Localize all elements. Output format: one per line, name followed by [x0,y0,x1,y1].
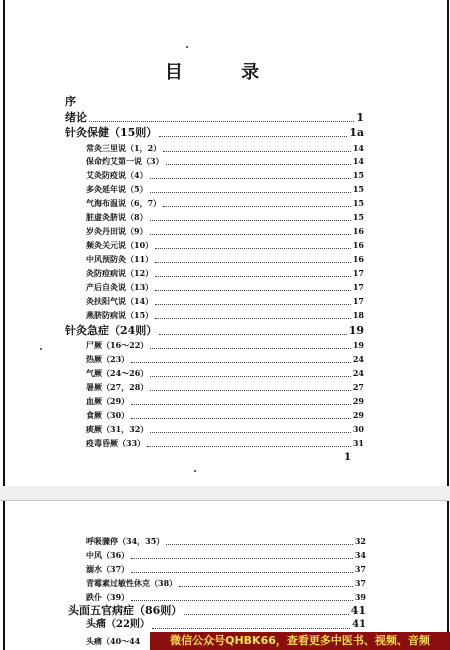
page-border-right [447,0,449,486]
toc-entry-label: 多灸延年说（5） [86,184,148,194]
toc-entry-label: 血厥（29） [86,396,130,406]
toc-entry-label: 针灸急症（24则） [65,324,158,337]
toc-entry-label: 暑厥（27，28） [86,382,149,392]
toc-entry-page: 29 [352,396,364,406]
toc-entry-page: 19 [348,324,364,337]
toc-entry-label: 绪论 [65,111,87,124]
dot-leader [131,396,351,405]
toc-entry [86,239,364,251]
toc-entry [86,142,364,154]
toc-entry [86,253,364,265]
page-border-right [447,501,449,650]
toc-entry-label: 头痛（40～44 [86,636,141,646]
page-border-left [3,501,5,650]
toc-entry-label: 溺水（37） [86,564,130,574]
toc-entry [86,169,364,181]
toc-entry-label: 艾灸防疫说（4） [86,170,148,180]
dot-leader [159,128,347,137]
document-page-2 [0,501,450,650]
toc-entry-page: 41 [352,619,366,630]
dot-leader [163,198,351,207]
page-border-left [3,0,5,486]
toc-entry-label: 尸厥（16～22） [86,340,149,350]
toc-entry-page: 15 [352,198,364,208]
toc-entry-label: 疫毒昏厥（33） [86,438,146,448]
toc-entry [86,197,364,209]
dot-leader [184,606,348,615]
toc-entry [86,437,364,449]
toc-entry-label: 针灸保健（15则） [65,126,158,139]
dot-leader [147,438,351,447]
toc-entry-label: 保命灼艾第一说（3） [86,156,164,166]
toc-entry-page: 29 [352,410,364,420]
toc-entry-label: 青霉素过敏性休克（38） [86,578,178,588]
toc-entry [86,563,366,575]
toc-entry-page: 24 [352,354,364,364]
promo-banner: 微信公众号QHBK66，查看更多中医书、视频、音频 [150,632,450,650]
toc-entry-page: 16 [352,240,364,250]
toc-entry [86,395,364,407]
toc-entry [86,339,364,351]
toc-entry [65,112,364,124]
dot-leader [155,296,351,305]
toc-entry [86,281,364,293]
toc-entry [86,211,364,223]
page-number: 1 [344,452,351,463]
toc-entry-page: 30 [352,424,364,434]
toc-entry [86,619,366,631]
toc-entry [86,367,364,379]
dot-leader [89,113,354,122]
dot-leader [150,170,351,179]
toc-entry-label: 呼吸骤停（34，35） [86,536,165,546]
toc-entry-page: 31 [352,438,364,448]
dot-leader [159,326,346,335]
scan-speck [40,348,42,350]
dot-leader [131,410,351,419]
dot-leader [131,592,353,601]
dot-leader [163,143,351,152]
dot-leader [166,536,353,545]
toc-entry-label: 热厥（23） [86,354,130,364]
toc-entry-page: 39 [354,592,366,602]
toc-entry [65,127,364,139]
toc-entry [86,183,364,195]
toc-entry-label: 头面五官病症（86则） [68,604,183,617]
toc-entry-label: 常灸三里说（1，2） [86,143,162,153]
toc-entry [86,423,364,435]
dot-leader [131,564,353,573]
dot-leader [131,354,351,363]
dot-leader [152,620,350,629]
toc-entry-page: 15 [352,184,364,194]
dot-leader [131,550,353,559]
dot-leader [150,226,351,235]
scan-speck [194,470,196,472]
toc-entry-label: 头痛（22则） [86,619,150,630]
toc-entry [86,591,366,603]
toc-entry [86,353,364,365]
dot-leader [150,382,351,391]
toc-entry [65,96,364,108]
toc-entry-page: 1 [356,111,364,124]
toc-entry-label: 气海布温说（6，7） [86,198,162,208]
toc-entry-page: 32 [354,536,366,546]
toc-entry-label: 岁灸丹田说（9） [86,226,148,236]
toc-entry-page: 37 [354,564,366,574]
toc-entry-page: 14 [352,143,364,153]
toc-entry-page: 17 [352,268,364,278]
toc-entry [86,309,364,321]
scan-speck [186,46,188,48]
toc-entry-label: 产后自灸说（13） [86,282,154,292]
toc-entry-label: 频灸关元说（10） [86,240,154,250]
toc-entry [86,549,366,561]
toc-entry-label: 痰厥（31，32） [86,424,149,434]
dot-leader [150,424,351,433]
page-title: 目 录 [164,62,286,83]
toc-entry-label: 燕脐防病说（15） [86,310,154,320]
toc-entry [65,325,364,337]
dot-leader [179,578,353,587]
toc-entry [86,381,364,393]
toc-entry [86,535,366,547]
toc-entry-label: 气厥（24～26） [86,368,149,378]
toc-entry-label: 序 [65,95,76,108]
toc-entry-label: 脏虚灸脐说（8） [86,212,148,222]
toc-entry-page: 27 [352,382,364,392]
toc-entry-page: 16 [352,226,364,236]
toc-entry-page: 17 [352,282,364,292]
dot-leader [150,340,351,349]
toc-entry [86,295,364,307]
toc-entry-label: 食厥（30） [86,410,130,420]
toc-entry [86,409,364,421]
toc-entry-label: 灸扶阳气说（14） [86,296,154,306]
toc-entry [86,267,364,279]
toc-entry-label: 中风预防灸（11） [86,254,154,264]
dot-leader [155,268,351,277]
toc-entry-page: 19 [352,340,364,350]
dot-leader [150,368,351,377]
toc-entry-page: 41 [350,604,366,617]
toc-entry-page: 15 [352,170,364,180]
toc-entry [86,577,366,589]
toc-entry-page: 1a [349,126,364,139]
toc-entry-page: 14 [352,156,364,166]
dot-leader [155,254,351,263]
dot-leader [155,282,351,291]
dot-leader [150,212,351,221]
toc-entry-page: 16 [352,254,364,264]
toc-entry-label: 灸防痘病说（12） [86,268,154,278]
toc-entry-label: 跌仆（39） [86,592,130,602]
toc-entry-page: 34 [354,550,366,560]
toc-entry-page: 17 [352,296,364,306]
toc-entry-page: 37 [354,578,366,588]
toc-entry-page: 24 [352,368,364,378]
toc-entry [86,155,364,167]
dot-leader [155,310,351,319]
toc-entry [86,225,364,237]
toc-entry-page: 18 [352,310,364,320]
toc-entry-page: 15 [352,212,364,222]
page-gap [0,486,450,501]
dot-leader [155,240,351,249]
toc-entry [68,605,366,617]
dot-leader [166,156,351,165]
dot-leader [150,184,351,193]
toc-entry-label: 中风（36） [86,550,130,560]
